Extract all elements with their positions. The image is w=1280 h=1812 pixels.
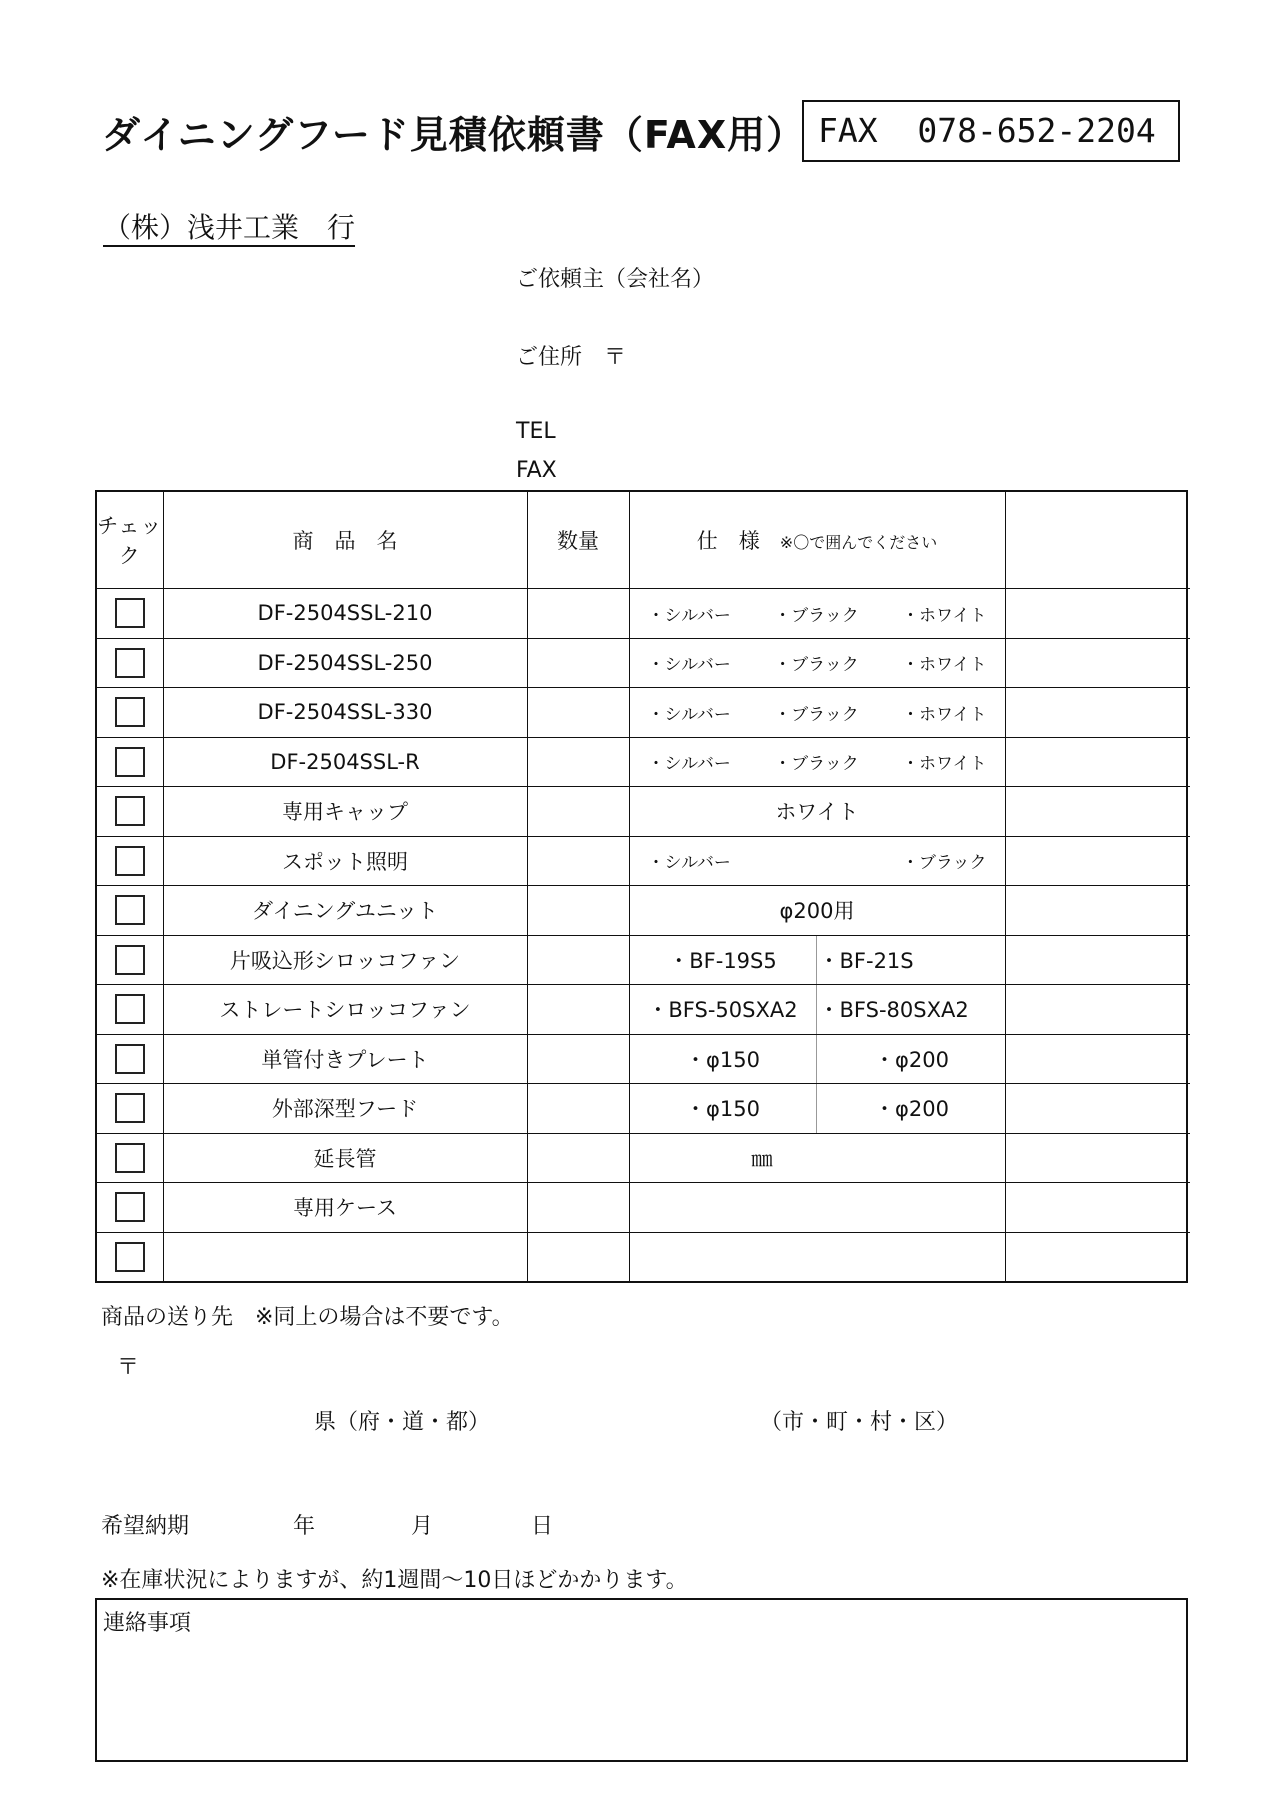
table-row [97, 1034, 1190, 1084]
spec-cell [629, 1084, 1005, 1134]
spec-cell [629, 935, 1005, 985]
table-row [97, 638, 1190, 688]
header-extra [1005, 492, 1190, 589]
memo-label: 連絡事項 [103, 1611, 192, 1636]
spec-cell [629, 985, 1005, 1035]
table-row [97, 935, 1190, 985]
quantity-cell[interactable] [527, 985, 629, 1035]
fax-label: FAX [516, 458, 557, 483]
header-quantity: 数量 [527, 492, 629, 589]
quantity-cell[interactable] [527, 589, 629, 639]
due-date-label: 希望納期 [101, 1514, 190, 1539]
product-name: スポット照明 [163, 836, 527, 886]
product-name: ダイニングユニット [163, 886, 527, 936]
spec-option[interactable]: ・ブラック [774, 605, 859, 626]
quantity-cell[interactable] [527, 1183, 629, 1233]
checkbox[interactable] [115, 1242, 145, 1272]
spec-cell [629, 638, 1005, 688]
checkbox[interactable] [115, 796, 145, 826]
table-row [97, 1084, 1190, 1134]
extra-cell[interactable] [1005, 737, 1190, 787]
quantity-cell[interactable] [527, 737, 629, 787]
header-check: チェック [97, 492, 163, 589]
spec-option[interactable]: ・BFS-80SXA2 [818, 998, 969, 1023]
spec-option[interactable]: ・ブラック [774, 754, 859, 775]
due-month-label: 月 [411, 1514, 434, 1539]
quantity-cell[interactable] [527, 935, 629, 985]
spec-cell [629, 688, 1005, 738]
spec-cell [629, 589, 1005, 639]
quantity-cell[interactable] [527, 1084, 629, 1134]
spec-option[interactable]: ・シルバー [647, 605, 731, 626]
header-spec-label: 仕 様 [696, 529, 760, 554]
checkbox[interactable] [115, 1192, 145, 1222]
length-mm-cell[interactable]: ㎜ [629, 1133, 1005, 1183]
spec-cell: φ200用 [629, 886, 1005, 936]
product-name: 専用キャップ [163, 787, 527, 837]
spec-option[interactable]: ・φ150 [630, 1035, 817, 1084]
spec-option[interactable]: ・シルバー [647, 704, 731, 725]
fax-number-box: FAX 078-652-2204 [802, 100, 1180, 162]
table-row [97, 886, 1190, 936]
spec-option[interactable]: ・ホワイト [902, 605, 987, 626]
product-name: DF-2504SSL-330 [163, 688, 527, 738]
table-row [97, 1183, 1190, 1233]
delivery-postal-label: 〒 [117, 1355, 140, 1380]
spec-option[interactable]: ・ブラック [901, 853, 987, 874]
extra-cell[interactable] [1005, 638, 1190, 688]
table-header-row [97, 492, 1190, 589]
spec-option[interactable]: ・ホワイト [902, 655, 987, 676]
checkbox[interactable] [115, 846, 145, 876]
spec-cell[interactable] [629, 1183, 1005, 1233]
due-year-label: 年 [293, 1514, 316, 1539]
spec-option[interactable]: ・シルバー [647, 655, 731, 676]
product-name: 外部深型フード [163, 1084, 527, 1134]
extra-cell[interactable] [1005, 836, 1190, 886]
checkbox[interactable] [115, 747, 145, 777]
extra-cell[interactable] [1005, 1034, 1190, 1084]
checkbox[interactable] [115, 697, 145, 727]
extra-cell[interactable] [1005, 1232, 1190, 1281]
quantity-cell[interactable] [527, 836, 629, 886]
stock-note: ※在庫状況によりますが、約1週間～10日ほどかかります。 [101, 1568, 688, 1593]
due-day-label: 日 [531, 1514, 554, 1539]
company-label: ご依頼主（会社名） [516, 267, 715, 292]
product-name: DF-2504SSL-250 [163, 638, 527, 688]
checkbox[interactable] [115, 598, 145, 628]
extra-cell[interactable] [1005, 1183, 1190, 1233]
table-row [97, 688, 1190, 738]
product-name: 延長管 [163, 1133, 527, 1183]
header-spec-note: ※〇で囲んでください [779, 533, 938, 553]
recipient-name: （株）浅井工業 行 [103, 211, 356, 244]
extra-cell[interactable] [1005, 1133, 1190, 1183]
checkbox[interactable] [115, 1093, 145, 1123]
quantity-cell[interactable] [527, 688, 629, 738]
spec-option[interactable]: ・φ200 [874, 1097, 949, 1122]
header-spec [629, 492, 1005, 589]
product-name: 専用ケース [163, 1183, 527, 1233]
checkbox[interactable] [115, 945, 145, 975]
spec-option[interactable]: ・φ200 [874, 1047, 949, 1072]
product-name[interactable] [163, 1232, 527, 1281]
spec-cell: ホワイト [629, 787, 1005, 837]
table-row [97, 1133, 1190, 1183]
extra-cell[interactable] [1005, 589, 1190, 639]
quantity-cell[interactable] [527, 787, 629, 837]
spec-option[interactable]: ・シルバー [647, 754, 731, 775]
product-name: 片吸込形シロッコファン [163, 935, 527, 985]
tel-label: TEL [516, 419, 556, 444]
product-name: ストレートシロッコファン [163, 985, 527, 1035]
spec-option[interactable]: ・BF-19S5 [630, 936, 817, 985]
table-row [97, 1232, 1190, 1281]
quantity-cell[interactable] [527, 1034, 629, 1084]
table-row [97, 589, 1190, 639]
product-name: DF-2504SSL-210 [163, 589, 527, 639]
spec-option[interactable]: ・シルバー [647, 853, 731, 874]
extra-cell[interactable] [1005, 1084, 1190, 1134]
quantity-cell[interactable] [527, 1232, 629, 1281]
checkbox[interactable] [115, 895, 145, 925]
order-table [95, 490, 1188, 1283]
table-row [97, 836, 1190, 886]
extra-cell[interactable] [1005, 787, 1190, 837]
quantity-cell[interactable] [527, 638, 629, 688]
quantity-cell[interactable] [527, 886, 629, 936]
product-name: DF-2504SSL-R [163, 737, 527, 787]
checkbox[interactable] [115, 1044, 145, 1074]
extra-cell[interactable] [1005, 935, 1190, 985]
checkbox[interactable] [115, 994, 145, 1024]
quantity-cell[interactable] [527, 1133, 629, 1183]
extra-cell[interactable] [1005, 886, 1190, 936]
table-row [97, 787, 1190, 837]
checkbox[interactable] [115, 1143, 145, 1173]
spec-cell[interactable] [629, 1232, 1005, 1281]
spec-option[interactable]: ・ブラック [774, 704, 859, 725]
page-title: ダイニングフード見積依頼書（FAX用） [102, 113, 806, 157]
spec-option[interactable]: ・BFS-50SXA2 [630, 985, 817, 1034]
spec-option[interactable]: ・ホワイト [902, 754, 987, 775]
address-label: ご住所 〒 [516, 345, 627, 370]
spec-cell [629, 836, 1005, 886]
prefecture-label: 県（府・道・都） [314, 1410, 491, 1435]
table-row [97, 985, 1190, 1035]
product-name: 単管付きプレート [163, 1034, 527, 1084]
spec-option[interactable]: ・φ150 [630, 1084, 817, 1133]
city-label: （市・町・村・区） [760, 1410, 959, 1435]
table-row [97, 737, 1190, 787]
checkbox[interactable] [115, 648, 145, 678]
spec-option[interactable]: ・BF-21S [818, 948, 914, 973]
delivery-label: 商品の送り先 ※同上の場合は不要です。 [101, 1305, 514, 1330]
extra-cell[interactable] [1005, 985, 1190, 1035]
spec-cell [629, 737, 1005, 787]
header-product: 商 品 名 [163, 492, 527, 589]
spec-option[interactable]: ・ホワイト [902, 704, 987, 725]
spec-cell [629, 1034, 1005, 1084]
spec-option[interactable]: ・ブラック [774, 655, 859, 676]
memo-box[interactable] [95, 1598, 1188, 1762]
extra-cell[interactable] [1005, 688, 1190, 738]
